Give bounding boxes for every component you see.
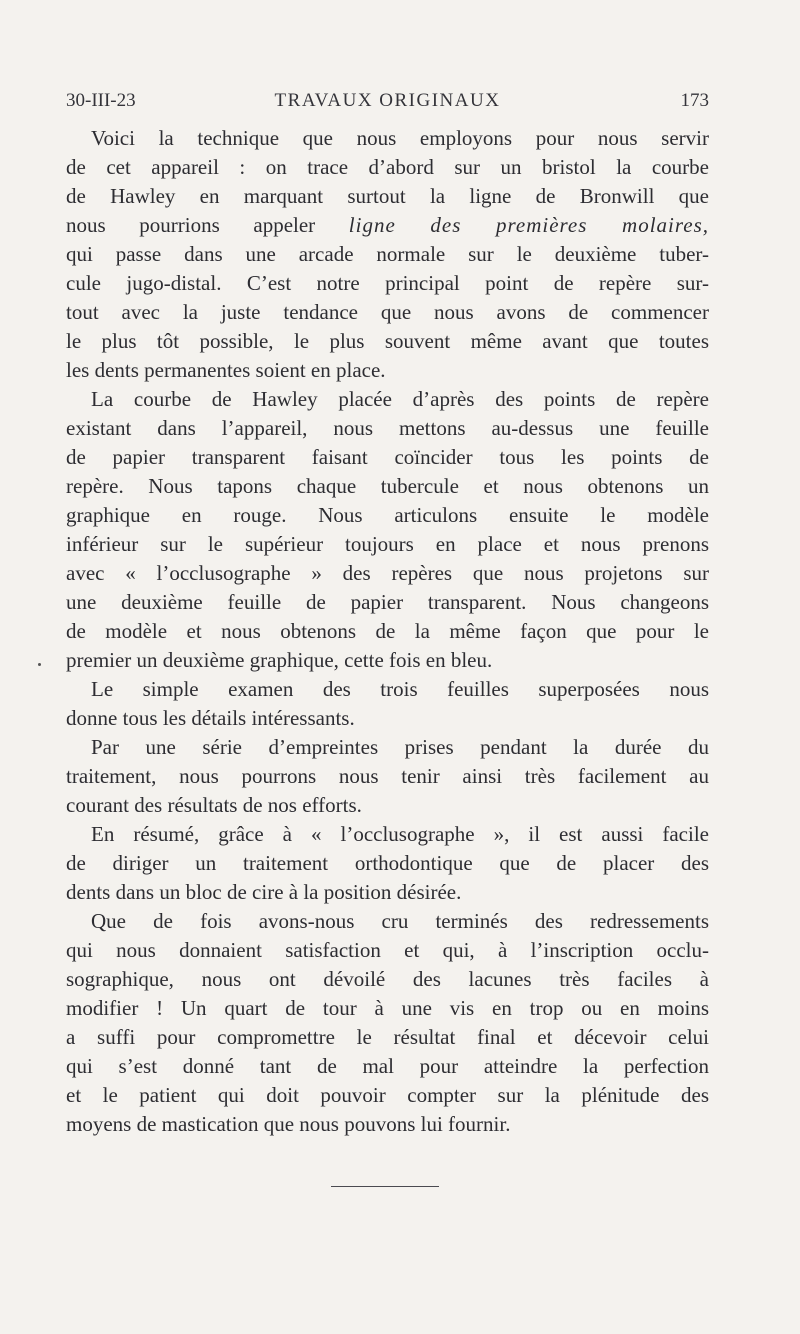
text-line: de papier transparent faisant coïncider tous les points de <box>66 445 709 469</box>
text-line: une deuxième feuille de papier transparent. Nous changeons <box>66 590 709 614</box>
text-line-with-italic <box>66 211 709 240</box>
text-line: cule jugo-distal. C’est notre principal point de repère sur- <box>66 271 709 295</box>
text-line: En résumé, grâce à « l’occlusographe », il est aussi facile <box>91 822 709 846</box>
text-line: de diriger un traitement orthodontique que de placer des <box>66 851 709 875</box>
text-line: premier un deuxième graphique, cette fois en bleu. <box>66 648 493 672</box>
text-line: graphique en rouge. Nous articulons ensuite le modèle <box>66 503 709 527</box>
text-fragment: nous pourrions appeler <box>66 213 349 237</box>
text-line: courant des résultats de nos efforts. <box>66 793 362 817</box>
text-line: dents dans un bloc de cire à la position désirée. <box>66 880 462 904</box>
text-line: inférieur sur le supérieur toujours en place et nous prenons <box>66 532 709 556</box>
body-text <box>66 124 709 1139</box>
text-line: les dents permanentes soient en place. <box>66 358 386 382</box>
text-line: Voici la technique que nous employons pour nous servir <box>91 126 709 150</box>
text-line: de modèle et nous obtenons de la même façon que pour le <box>66 619 709 643</box>
text-line: Par une série d’empreintes prises pendant la durée du <box>91 735 709 759</box>
text-line: sographique, nous ont dévoilé des lacunes très faciles à <box>66 967 709 991</box>
text-line: de cet appareil : on trace d’abord sur un bristol la courbe <box>66 155 709 179</box>
text-line: Le simple examen des trois feuilles superposées nous <box>91 677 709 701</box>
text-line: a suffi pour compromettre le résultat final et décevoir celui <box>66 1025 709 1049</box>
text-line: moyens de mastication que nous pouvons lui fournir. <box>66 1112 511 1136</box>
text-line: donne tous les détails intéressants. <box>66 706 355 730</box>
italic-phrase: ligne des premières molaires, <box>348 213 709 237</box>
running-header <box>66 90 709 118</box>
text-line: le plus tôt possible, le plus souvent même avant que toutes <box>66 329 709 353</box>
page-number: 173 <box>680 90 709 111</box>
text-line: repère. Nous tapons chaque tubercule et nous obtenons un <box>66 474 709 498</box>
text-line: et le patient qui doit pouvoir compter sur la plénitude des <box>66 1083 709 1107</box>
margin-mark <box>38 663 41 666</box>
text-line: Que de fois avons-nous cru terminés des redressements <box>91 909 709 933</box>
text-line: traitement, nous pourrons nous tenir ainsi très facilement au <box>66 764 709 788</box>
text-line: modifier ! Un quart de tour à une vis en trop ou en moins <box>66 996 709 1020</box>
text-line: avec « l’occlusographe » des repères que nous projetons sur <box>66 561 709 585</box>
text-line: qui s’est donné tant de mal pour atteindre la perfection <box>66 1054 709 1078</box>
text-line: tout avec la juste tendance que nous avons de commencer <box>66 300 709 324</box>
text-line: qui nous donnaient satisfaction et qui, à l’inscription occlu- <box>66 938 709 962</box>
closing-rule <box>331 1186 439 1187</box>
text-line: qui passe dans une arcade normale sur le deuxième tuber- <box>66 242 709 266</box>
text-line: existant dans l’appareil, nous mettons au-dessus une feuille <box>66 416 709 440</box>
running-head-title: TRAVAUX ORIGINAUX <box>274 90 501 111</box>
header-date: 30-III-23 <box>66 90 136 111</box>
text-line: de Hawley en marquant surtout la ligne de Bronwill que <box>66 184 709 208</box>
text-line: La courbe de Hawley placée d’après des points de repère <box>91 387 709 411</box>
